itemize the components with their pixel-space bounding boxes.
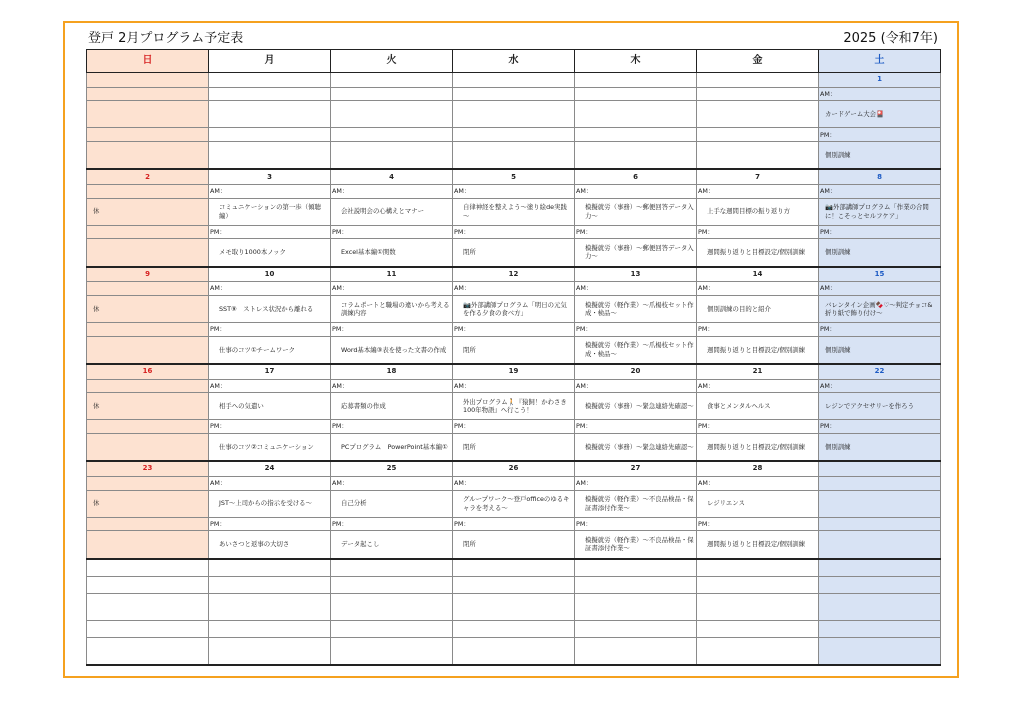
date-row <box>87 73 941 88</box>
pm-label: PM： <box>575 225 697 239</box>
program-cell: SST⑨ ストレス状況から離れる <box>209 295 331 322</box>
date-cell: 2 <box>87 169 209 184</box>
program-cell: レジリエンス <box>697 490 819 517</box>
date-cell: 17 <box>209 364 331 379</box>
pm-label: PM： <box>453 323 575 337</box>
am-label: AM： <box>819 87 941 101</box>
sunday-cell <box>87 282 209 296</box>
am-label: AM： <box>819 185 941 199</box>
closed-label: 休 <box>87 490 209 517</box>
program-cell: JST～上司からの指示を受ける～ <box>209 490 331 517</box>
date-cell: 12 <box>453 267 575 282</box>
date-cell <box>819 461 941 476</box>
pm-label: PM： <box>331 323 453 337</box>
pm-label: PM： <box>575 420 697 434</box>
program-cell: 応募書類の作成 <box>331 393 453 420</box>
pm-label: PM： <box>697 420 819 434</box>
date-cell: 24 <box>209 461 331 476</box>
program-cell: Word基本編③表を使った文書の作成 <box>331 336 453 364</box>
date-cell: 13 <box>575 267 697 282</box>
am-label: AM： <box>331 282 453 296</box>
program-cell: バレンタイン企画🍫♡～判定チョコ&折り紙で飾り付け～ <box>819 295 941 322</box>
program-cell: 閉所 <box>453 531 575 559</box>
program-cell: 模擬就労（軽作業）～爪楊枝セット作成・検品～ <box>575 336 697 364</box>
program-cell: グループワーク～登戸officeのゆるキャラを考える～ <box>453 490 575 517</box>
date-cell: 3 <box>209 169 331 184</box>
date-cell: 27 <box>575 461 697 476</box>
closed-label: 休 <box>87 198 209 225</box>
program-cell: 模擬就労（事務）～郵便回答データ入力～ <box>575 239 697 267</box>
am-label: AM： <box>697 476 819 490</box>
page-title: 登戸 2月プログラム予定表 <box>88 31 244 46</box>
sunday-cell <box>87 185 209 199</box>
program-calendar <box>86 49 941 666</box>
date-cell: 22 <box>819 364 941 379</box>
am-label: AM： <box>453 379 575 393</box>
pm-label <box>819 517 941 531</box>
date-cell: 7 <box>697 169 819 184</box>
am-label: AM： <box>697 185 819 199</box>
program-cell: 週間振り返りと目標設定/個別訓練 <box>697 336 819 364</box>
am-label: AM： <box>575 185 697 199</box>
pm-label: PM： <box>209 517 331 531</box>
am-label: AM： <box>453 282 575 296</box>
am-label: AM： <box>331 185 453 199</box>
pm-label: PM： <box>575 323 697 337</box>
program-cell: レジンでアクセサリーを作ろう <box>819 393 941 420</box>
weekday-sun: 日 <box>87 50 209 73</box>
pm-label: PM： <box>697 517 819 531</box>
weekday-tue: 火 <box>331 50 453 73</box>
pm-label: PM： <box>697 225 819 239</box>
date-cell: 16 <box>87 364 209 379</box>
program-cell: 個別訓練 <box>819 142 941 170</box>
program-cell: 個別訓練 <box>819 239 941 267</box>
sunday-cell <box>87 433 209 461</box>
program-cell: コミュニケーションの第一歩（傾聴編） <box>209 198 331 225</box>
am-label: AM： <box>209 282 331 296</box>
am-label: AM： <box>697 282 819 296</box>
pm-label: PM： <box>331 420 453 434</box>
date-cell: 20 <box>575 364 697 379</box>
sunday-cell <box>87 531 209 559</box>
pm-label: PM： <box>209 420 331 434</box>
program-cell: 仕事のコツ①チームワーク <box>209 336 331 364</box>
am-label: AM： <box>819 379 941 393</box>
program-cell: 模擬就労（軽作業）～不良品検品・保証書添付作業～ <box>575 531 697 559</box>
program-cell: カードゲーム大会🎴 <box>819 101 941 128</box>
am-label: AM： <box>453 476 575 490</box>
sunday-cell <box>87 323 209 337</box>
weekday-wed: 水 <box>453 50 575 73</box>
weekday-mon: 月 <box>209 50 331 73</box>
program-cell: 仕事のコツ②コミュニケーション <box>209 433 331 461</box>
weekday-fri: 金 <box>697 50 819 73</box>
program-cell: 週間振り返りと目標設定/個別訓練 <box>697 433 819 461</box>
am-label: AM： <box>331 379 453 393</box>
pm-label: PM： <box>209 323 331 337</box>
pm-label: PM： <box>819 323 941 337</box>
program-cell: 閉所 <box>453 433 575 461</box>
sunday-cell <box>87 476 209 490</box>
program-cell: 個別訓練 <box>819 433 941 461</box>
date-cell: 26 <box>453 461 575 476</box>
program-cell: 自律神経を整えよう～塗り絵de実践～ <box>453 198 575 225</box>
program-cell <box>819 490 941 517</box>
am-label <box>819 476 941 490</box>
date-cell: 15 <box>819 267 941 282</box>
pm-label: PM： <box>331 225 453 239</box>
program-cell: メモ取り1000本ノック <box>209 239 331 267</box>
program-cell: 閉所 <box>453 336 575 364</box>
date-cell: 23 <box>87 461 209 476</box>
program-cell: 📷外部講師プログラム「明日の元気を作る夕食の食べ方」 <box>453 295 575 322</box>
pm-label: PM： <box>819 225 941 239</box>
date-cell: 11 <box>331 267 453 282</box>
date-cell: 9 <box>87 267 209 282</box>
program-cell: 模擬就労（軽作業）～不良品検品・保証書添付作業～ <box>575 490 697 517</box>
program-cell: 食事とメンタルヘルス <box>697 393 819 420</box>
weekday-sat: 土 <box>819 50 941 73</box>
pm-label: PM： <box>209 225 331 239</box>
am-label: AM： <box>209 476 331 490</box>
sunday-cell <box>87 379 209 393</box>
pm-label: PM： <box>575 517 697 531</box>
date-cell: 21 <box>697 364 819 379</box>
program-cell: 個別訓練 <box>819 336 941 364</box>
am-label: AM： <box>697 379 819 393</box>
program-cell: 上手な週間目標の振り返り方 <box>697 198 819 225</box>
sunday-cell <box>87 239 209 267</box>
program-cell: 外出プログラム🚶『猿飼！かわさき100年物語』へ行こう！ <box>453 393 575 420</box>
program-cell: 模擬就労（軽作業）～爪楊枝セット作成・検品～ <box>575 295 697 322</box>
pm-label: PM： <box>453 225 575 239</box>
weekday-header-row <box>87 50 941 73</box>
closed-label: 休 <box>87 393 209 420</box>
program-cell: 相手への気遣い <box>209 393 331 420</box>
program-cell: 個別訓練の目的と紹介 <box>697 295 819 322</box>
sunday-cell <box>87 336 209 364</box>
date-cell: 1 <box>819 73 941 88</box>
program-cell <box>819 531 941 559</box>
date-cell: 18 <box>331 364 453 379</box>
date-cell: 10 <box>209 267 331 282</box>
date-cell: 4 <box>331 169 453 184</box>
sunday-cell <box>87 420 209 434</box>
date-cell: 25 <box>331 461 453 476</box>
am-label: AM： <box>453 185 575 199</box>
program-cell: 閉所 <box>453 239 575 267</box>
program-cell: 週間振り返りと目標設定/個別訓練 <box>697 239 819 267</box>
date-cell: 14 <box>697 267 819 282</box>
program-cell: 📷外部講師プログラム「作業の合間に！こそっとセルフケア」 <box>819 198 941 225</box>
am-label: AM： <box>819 282 941 296</box>
program-cell: Excel基本編①関数 <box>331 239 453 267</box>
program-cell: PCプログラム PowerPoint基本編① <box>331 433 453 461</box>
am-label: AM： <box>209 379 331 393</box>
pm-label: PM： <box>331 517 453 531</box>
program-cell: 会社説明会の心構えとマナー <box>331 198 453 225</box>
date-cell: 6 <box>575 169 697 184</box>
date-cell: 19 <box>453 364 575 379</box>
date-cell: 5 <box>453 169 575 184</box>
date-cell: 8 <box>819 169 941 184</box>
am-label: AM： <box>331 476 453 490</box>
program-cell: 模擬就労（事務）～郵便回答データ入力～ <box>575 198 697 225</box>
pm-label: PM： <box>819 128 941 142</box>
year-label: 2025 (令和7年) <box>843 31 938 46</box>
am-label: AM： <box>209 185 331 199</box>
am-label: AM： <box>575 476 697 490</box>
program-cell: データ起こし <box>331 531 453 559</box>
date-cell: 28 <box>697 461 819 476</box>
program-cell: 週間振り返りと目標設定/個別訓練 <box>697 531 819 559</box>
am-label: AM： <box>575 282 697 296</box>
program-cell: 模擬就労（事務）～緊急連絡先確認～ <box>575 433 697 461</box>
closed-label: 休 <box>87 295 209 322</box>
program-cell: 模擬就労（事務）～緊急連絡先確認～ <box>575 393 697 420</box>
am-label: AM： <box>575 379 697 393</box>
pm-label: PM： <box>453 420 575 434</box>
pm-label: PM： <box>819 420 941 434</box>
pm-label: PM： <box>697 323 819 337</box>
weekday-thu: 木 <box>575 50 697 73</box>
pm-label: PM： <box>453 517 575 531</box>
program-cell: コラムポートと職場の違いから考える訓練内容 <box>331 295 453 322</box>
sunday-cell <box>87 225 209 239</box>
program-cell: 自己分析 <box>331 490 453 517</box>
program-cell: あいさつと返事の大切さ <box>209 531 331 559</box>
sunday-cell <box>87 517 209 531</box>
